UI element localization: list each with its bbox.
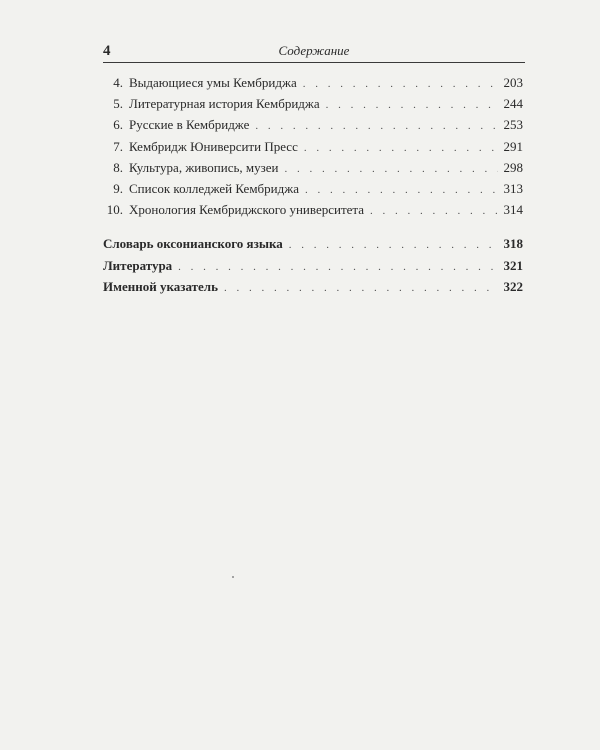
chapter-number: 7.	[113, 138, 123, 154]
chapter-page: 203	[503, 75, 523, 90]
toc-entry	[103, 72, 523, 93]
chapter-title: Литературная история Кембриджа	[129, 96, 320, 112]
print-speck	[232, 576, 234, 578]
dot-leader	[305, 180, 498, 201]
page-number: 4	[103, 43, 111, 59]
section-title: Словарь оксонианского языка	[103, 236, 283, 252]
toc-entry	[103, 93, 523, 114]
chapter-title: Хронология Кембриджского университета	[129, 202, 365, 218]
chapter-title: Выдающиеся умы Кембриджа	[129, 75, 297, 90]
page-header	[103, 42, 525, 62]
header-rule	[103, 62, 525, 63]
chapter-page: 244	[503, 96, 523, 112]
chapter-title: Список колледжей Кембриджа	[129, 180, 299, 196]
chapter-number: 10.	[106, 202, 123, 218]
chapter-page: 253	[503, 117, 523, 133]
dot-leader	[255, 116, 497, 137]
dot-leader	[303, 74, 498, 95]
dot-leader	[304, 138, 498, 159]
chapter-number: 6.	[113, 117, 123, 133]
toc-entry	[103, 178, 523, 199]
toc-entry	[103, 199, 523, 220]
toc-section-entry	[103, 233, 523, 254]
chapter-number: 9.	[113, 180, 123, 196]
dot-leader	[326, 95, 498, 116]
dot-leader	[370, 201, 497, 222]
section-gap	[103, 220, 523, 233]
chapter-page: 313	[503, 180, 523, 196]
dot-leader	[285, 159, 498, 180]
chapter-number: 8.	[113, 159, 123, 175]
toc-section-entry	[103, 255, 523, 276]
toc-section-entry	[103, 276, 523, 297]
table-of-contents	[103, 72, 523, 297]
chapter-number: 4.	[113, 75, 123, 90]
chapter-title: Русские в Кембридже	[129, 117, 250, 133]
dot-leader	[289, 235, 498, 256]
dot-leader	[224, 278, 498, 299]
dot-leader	[178, 257, 497, 278]
section-title: Именной указатель	[103, 279, 218, 295]
section-page: 321	[503, 257, 523, 273]
running-title: Содержание	[278, 43, 350, 58]
toc-entry	[103, 114, 523, 135]
chapter-page: 298	[503, 159, 523, 175]
section-title: Литература	[103, 257, 173, 273]
toc-entry	[103, 136, 523, 157]
chapter-page: 291	[503, 138, 523, 154]
chapter-number: 5.	[113, 96, 123, 112]
section-page: 318	[503, 236, 523, 252]
chapter-title: Кембридж Юниверсити Пресс	[129, 138, 298, 154]
chapter-page: 314	[503, 202, 523, 218]
section-page: 322	[503, 279, 523, 295]
chapter-title: Культура, живопись, музеи	[129, 159, 279, 175]
toc-entry	[103, 157, 523, 178]
